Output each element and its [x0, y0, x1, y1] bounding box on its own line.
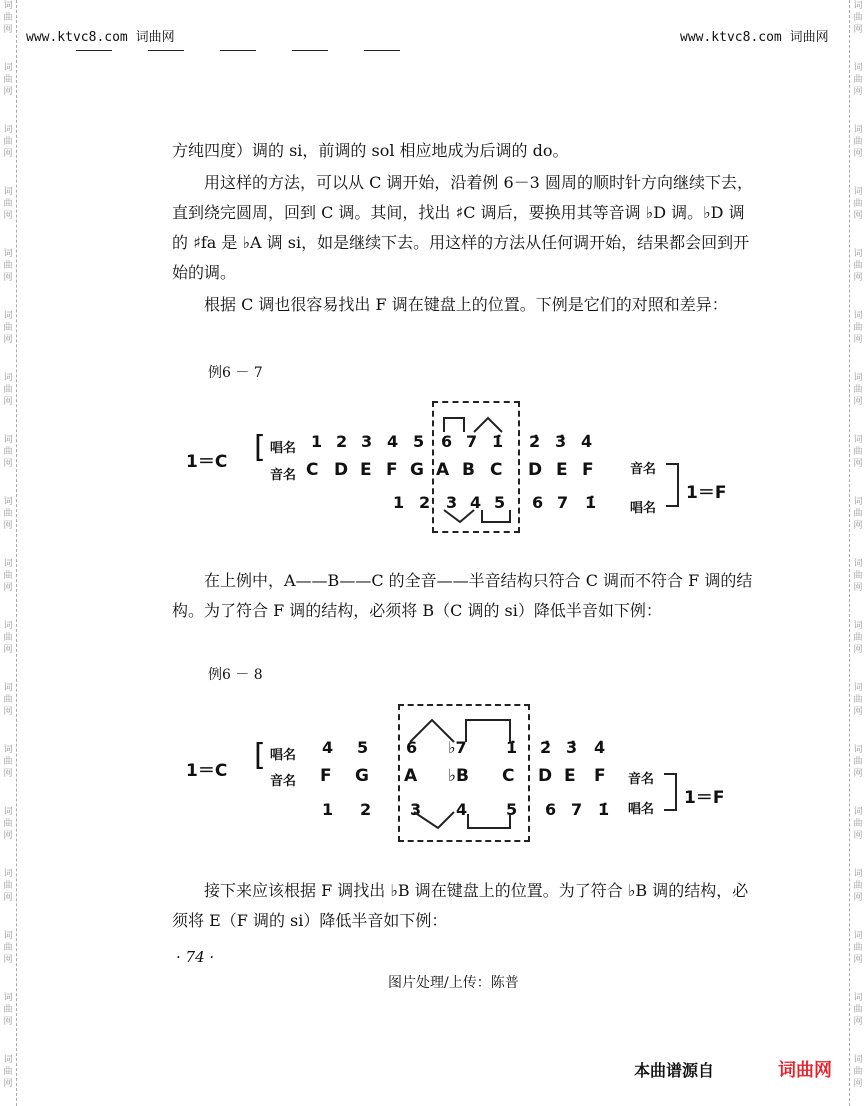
underline-mark	[220, 50, 256, 51]
watermark-glyph: 词 曲 网	[3, 931, 13, 965]
watermark-glyph: 词 曲 网	[3, 621, 13, 655]
note: 6	[545, 800, 557, 819]
right-bracket	[664, 460, 684, 510]
key-right: 1＝F	[686, 483, 727, 503]
right-pitch-label: 音名	[630, 462, 657, 477]
note: 4	[470, 493, 482, 512]
note: B	[462, 460, 475, 480]
watermark-glyph: 词 曲 网	[3, 435, 13, 469]
watermark-glyph: 词 曲 网	[3, 249, 13, 283]
note: 1̇	[598, 800, 610, 819]
note: 1̇	[492, 432, 504, 451]
note: 4̇	[594, 738, 606, 757]
watermark-glyph: 词 曲 网	[3, 807, 13, 841]
watermark-glyph: 词 曲 网	[853, 931, 863, 965]
note: G	[355, 766, 369, 786]
watermark-glyph: 词 曲 网	[3, 125, 13, 159]
watermark-glyph: 词 曲 网	[853, 745, 863, 779]
watermark-glyph: 词 曲 网	[3, 745, 13, 779]
watermark-glyph: 词 曲 网	[853, 683, 863, 717]
upload-credit: 图片处理/上传：陈普	[388, 975, 519, 991]
note: G	[410, 460, 424, 480]
watermark-glyph: 词 曲 网	[3, 869, 13, 903]
row-pitch-label: 音名	[270, 468, 297, 483]
paragraph-5: 接下来应该根据 F 调找出 ♭B 调在键盘上的位置。为了符合 ♭B 调的结构，必须将 E（F 调的 si）降低半音如下例：	[172, 881, 749, 930]
note: 5	[357, 738, 369, 757]
paragraph-1: 方纯四度）调的 si，前调的 sol 相应地成为后调的 do。	[172, 141, 569, 160]
note: C	[502, 766, 515, 786]
watermark-glyph: 词 曲 网	[3, 373, 13, 407]
note: 7	[557, 493, 569, 512]
right-singing-label: 唱名	[630, 501, 657, 516]
note: 3	[361, 432, 373, 451]
watermark-glyph: 词 曲 网	[853, 993, 863, 1027]
footer-brand-link[interactable]: 词曲网	[778, 1060, 832, 1081]
note: 2̇	[540, 738, 552, 757]
footer-source-text: 本曲谱源自	[634, 1061, 715, 1080]
note: A	[436, 460, 450, 480]
underline-mark	[364, 50, 400, 51]
note: 1	[322, 800, 334, 819]
note: 2̇	[529, 432, 541, 451]
note: ♭7	[448, 738, 467, 757]
watermark-right: www.ktvc8.com 词曲网	[680, 30, 829, 45]
note: 6	[441, 432, 453, 451]
interval-brackets	[398, 700, 538, 840]
watermark-glyph: 词 曲 网	[853, 249, 863, 283]
note: 4	[387, 432, 399, 451]
note: 5	[506, 800, 518, 819]
underline-mark	[292, 50, 328, 51]
watermark-glyph: 词 曲 网	[853, 807, 863, 841]
note: 1	[393, 493, 405, 512]
example-6-7-label: 例6 － 7	[208, 365, 263, 381]
note: D	[334, 460, 349, 480]
note: F	[386, 460, 398, 480]
note: 5	[413, 432, 425, 451]
note: 3̇	[566, 738, 578, 757]
underline-mark	[76, 50, 112, 51]
left-bracket: [	[254, 738, 266, 773]
note: 2	[336, 432, 348, 451]
key-right: 1＝F	[684, 788, 725, 808]
row-singing-label: 唱名	[270, 748, 297, 763]
note: 3	[410, 800, 422, 819]
paragraph-4: 在上例中，A——B——C 的全音——半音结构只符合 C 调而不符合 F 调的结构。为了符合 F 调的结构，必须将 B（C 调的 si）降低半音如下例：	[172, 571, 753, 620]
watermark-glyph: 词 曲 网	[853, 497, 863, 531]
key-left: 1＝C	[186, 452, 228, 472]
note: F	[594, 766, 606, 786]
example-6-8-label: 例6 － 8	[208, 667, 263, 683]
note: C	[490, 460, 503, 480]
watermark-glyph: 词 曲 网	[3, 1055, 13, 1089]
watermark-glyph: 词 曲 网	[3, 1, 13, 35]
note: E	[360, 460, 372, 480]
note: C	[306, 460, 319, 480]
watermark-glyph: 词 曲 网	[853, 869, 863, 903]
watermark-glyph: 词 曲 网	[853, 311, 863, 345]
watermark-glyph: 词 曲 网	[853, 373, 863, 407]
right-bracket	[662, 770, 682, 814]
note: 4	[456, 800, 468, 819]
watermark-glyph: 词 曲 网	[3, 497, 13, 531]
watermark-left: www.ktvc8.com 词曲网	[26, 30, 175, 45]
watermark-glyph: 词 曲 网	[3, 311, 13, 345]
left-watermark-strip	[0, 0, 17, 1106]
note: D	[528, 460, 543, 480]
watermark-glyph: 词 曲 网	[3, 187, 13, 221]
note: E	[564, 766, 576, 786]
note: 7	[466, 432, 478, 451]
note: 1̇	[506, 738, 518, 757]
watermark-glyph: 词 曲 网	[853, 125, 863, 159]
note: E	[556, 460, 568, 480]
note: F	[320, 766, 332, 786]
watermark-glyph: 词 曲 网	[853, 621, 863, 655]
note: 1	[311, 432, 323, 451]
key-left: 1＝C	[186, 761, 228, 781]
watermark-glyph: 词 曲 网	[853, 435, 863, 469]
note: A	[404, 766, 418, 786]
note: F	[582, 460, 594, 480]
note: 6	[532, 493, 544, 512]
left-bracket: [	[254, 430, 266, 465]
page-number: · 74 ·	[176, 948, 215, 966]
watermark-glyph: 词 曲 网	[853, 63, 863, 97]
note: 1̇	[585, 493, 597, 512]
watermark-glyph: 词 曲 网	[853, 187, 863, 221]
note: 4̇	[581, 432, 593, 451]
paragraph-2: 用这样的方法，可以从 C 调开始，沿着例 6－3 圆周的顺时针方向继续下去，直到绕完圆周，回到 C 调。其间，找出 ♯C 调后，要换用其等音调 ♭D 调。♭D 调的 ♯fa 是 ♭A 调 si，如是继续下去。用这样的方法从任何调开始，结果都会回到开始的调。	[172, 173, 753, 282]
right-watermark-strip	[849, 0, 866, 1106]
watermark-glyph: 词 曲 网	[3, 559, 13, 593]
watermark-glyph: 词 曲 网	[853, 559, 863, 593]
note: 4	[322, 738, 334, 757]
right-pitch-label: 音名	[628, 772, 655, 787]
paragraph-3: 根据 C 调也很容易找出 F 调在键盘上的位置。下例是它们的对照和差异：	[204, 295, 728, 314]
note: 3̇	[555, 432, 567, 451]
note: 5	[494, 493, 506, 512]
note: 2	[360, 800, 372, 819]
watermark-glyph: 词 曲 网	[3, 993, 13, 1027]
note: 3	[446, 493, 458, 512]
note: 2	[419, 493, 431, 512]
row-pitch-label: 音名	[270, 774, 297, 789]
note: ♭B	[448, 766, 469, 786]
watermark-glyph: 词 曲 网	[853, 1, 863, 35]
right-singing-label: 唱名	[628, 802, 655, 817]
watermark-glyph: 词 曲 网	[3, 683, 13, 717]
note: 7	[571, 800, 583, 819]
interval-brackets	[430, 410, 530, 530]
watermark-glyph: 词 曲 网	[3, 63, 13, 97]
row-singing-label: 唱名	[270, 441, 297, 456]
note: 6	[406, 738, 418, 757]
note: D	[538, 766, 553, 786]
underline-mark	[148, 50, 184, 51]
watermark-glyph: 词 曲 网	[853, 1055, 863, 1089]
